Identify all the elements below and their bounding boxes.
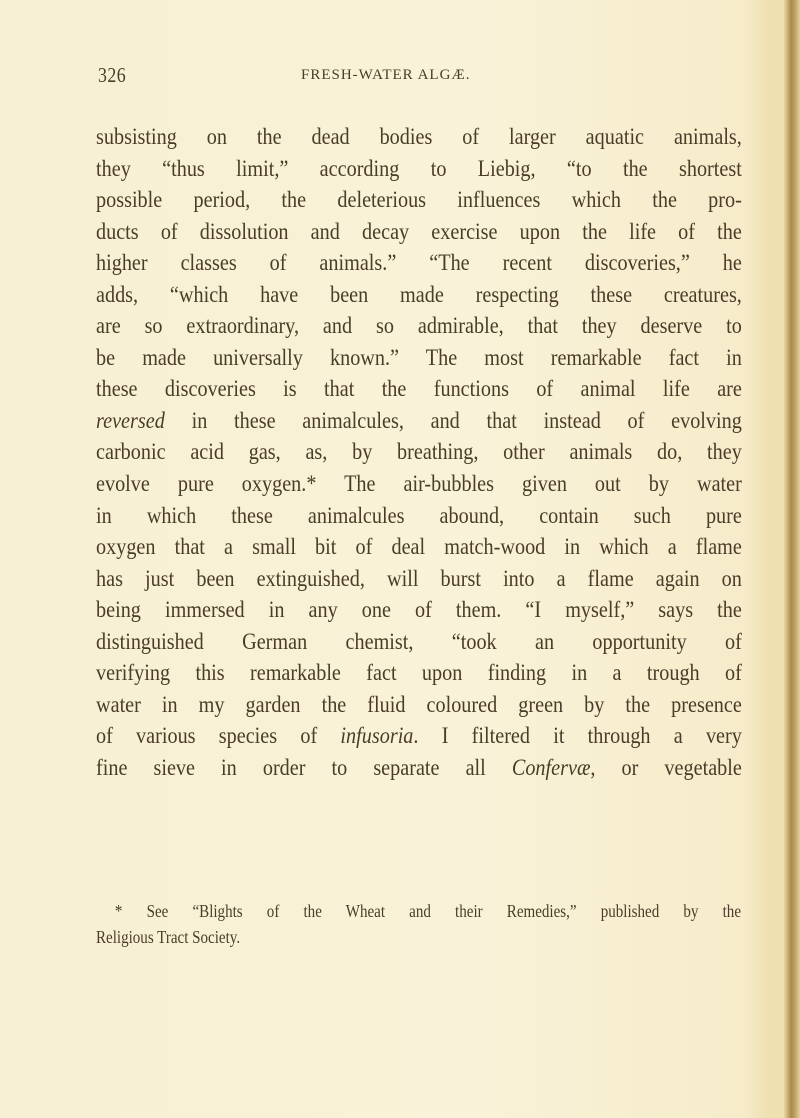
text-line: being immersed in any one of them. “I myself,” says the: [96, 597, 742, 624]
footnote-line: * See “Blights of the Wheat and their Remedies,” published by the: [114, 901, 742, 921]
footnote-line: Religious Tract Society.: [96, 927, 241, 947]
text-line: ducts of dissolution and decay exercise upon the life of the: [96, 218, 742, 245]
text-line: reversed in these animalcules, and that instead of evolving: [96, 407, 742, 434]
text-line: they “thus limit,” according to Liebig, “to the shortest: [96, 155, 742, 182]
text-line: oxygen that a small bit of deal match-wood in which a flame: [96, 534, 742, 561]
page-gutter-shadow: [774, 0, 784, 1118]
text-line: higher classes of animals.” “The recent discoveries,” he: [96, 250, 742, 277]
text-line: verifying this remarkable fact upon finding in a trough of: [96, 660, 742, 687]
text-line: possible period, the deleterious influences which the pro-: [96, 187, 742, 214]
footnote: [96, 898, 746, 950]
italic-term: reversed: [96, 407, 165, 434]
text-line: has just been extinguished, will burst into a flame again on: [96, 565, 742, 592]
italic-term: Confervæ: [511, 754, 591, 781]
page-edge: [784, 0, 800, 1118]
italic-term: infusoria: [340, 723, 414, 750]
text-line: these discoveries is that the functions of animal life are: [96, 376, 742, 403]
text-line: carbonic acid gas, as, by breathing, other animals do, they: [96, 439, 742, 466]
text-line: be made universally known.” The most remarkable fact in: [96, 344, 742, 371]
page-number: 326: [98, 63, 127, 87]
text-line: subsisting on the dead bodies of larger aquatic animals,: [96, 124, 742, 150]
text-line: adds, “which have been made respecting these creatures,: [96, 281, 742, 308]
text-line: evolve pure oxygen.* The air-bubbles given out by water: [96, 471, 742, 498]
text-line: fine sieve in order to separate all Confervæ, or vegetable: [96, 754, 742, 781]
running-head: FRESH-WATER ALGÆ.: [301, 67, 471, 83]
text-line: are so extraordinary, and so admirable, that they deserve to: [96, 313, 742, 340]
text-line: of various species of infusoria. I filtered it through a very: [96, 723, 742, 750]
body-text: [96, 122, 742, 784]
page-header: [96, 63, 736, 93]
text-line: distinguished German chemist, “took an opportunity of: [96, 628, 742, 655]
text-line: in which these animalcules abound, contain such pure: [96, 502, 742, 529]
text-line: water in my garden the fluid coloured green by the presence: [96, 691, 742, 718]
